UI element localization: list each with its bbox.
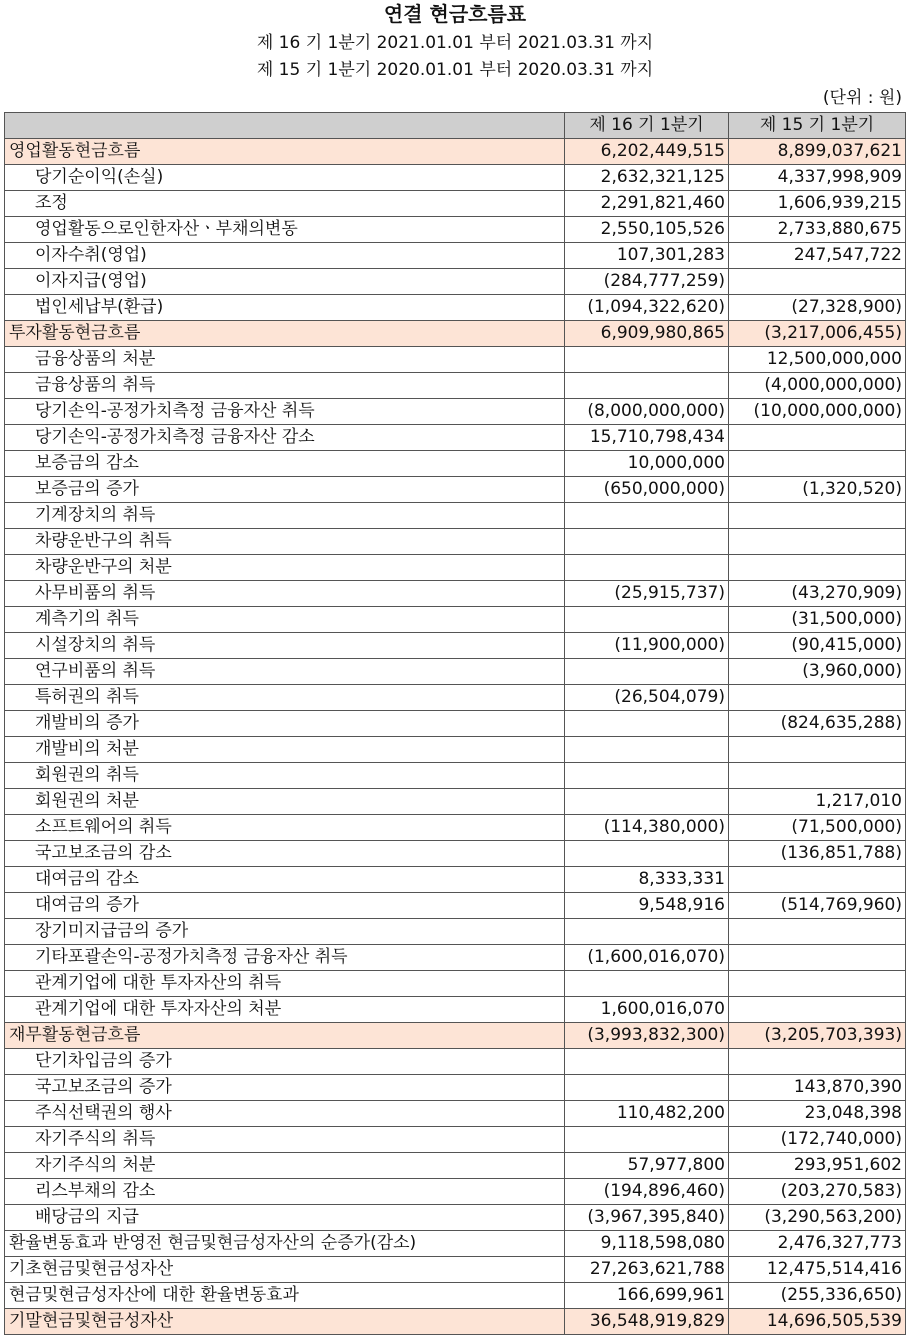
row-current-value (565, 841, 729, 867)
row-prior-value: 1,606,939,215 (729, 191, 906, 217)
table-row (5, 555, 906, 581)
row-label: 단기차입금의 증가 (5, 1049, 565, 1075)
row-label: 리스부채의 감소 (5, 1179, 565, 1205)
row-current-value: (3,967,395,840) (565, 1205, 729, 1231)
table-row (5, 1101, 906, 1127)
row-current-value (565, 659, 729, 685)
row-label: 기초현금및현금성자산 (5, 1257, 565, 1283)
row-label: 보증금의 증가 (5, 477, 565, 503)
statement-title: 연결 현금흐름표 (383, 2, 527, 26)
table-row (5, 451, 906, 477)
row-label: 소프트웨어의 취득 (5, 815, 565, 841)
row-current-value: 107,301,283 (565, 243, 729, 269)
row-prior-value: 247,547,722 (729, 243, 906, 269)
row-prior-value: (3,290,563,200) (729, 1205, 906, 1231)
table-row (5, 477, 906, 503)
table-row (5, 1179, 906, 1205)
row-prior-value: (514,769,960) (729, 893, 906, 919)
table-row (5, 607, 906, 633)
row-prior-value: 1,217,010 (729, 789, 906, 815)
row-label: 환율변동효과 반영전 현금및현금성자산의 순증가(감소) (5, 1231, 565, 1257)
row-current-value (565, 1049, 729, 1075)
row-prior-value (729, 425, 906, 451)
row-label: 시설장치의 취득 (5, 633, 565, 659)
row-label: 사무비품의 취득 (5, 581, 565, 607)
row-prior-value: 12,500,000,000 (729, 347, 906, 373)
row-label: 회원권의 취득 (5, 763, 565, 789)
row-label: 당기손익-공정가치측정 금융자산 감소 (5, 425, 565, 451)
row-current-value: 2,291,821,460 (565, 191, 729, 217)
row-prior-value (729, 555, 906, 581)
row-prior-value: (136,851,788) (729, 841, 906, 867)
table-row (5, 1309, 906, 1335)
table-row (5, 919, 906, 945)
table-row (5, 503, 906, 529)
table-row (5, 425, 906, 451)
table-row (5, 269, 906, 295)
header-label (5, 113, 565, 139)
row-label: 이자지급(영업) (5, 269, 565, 295)
table-row (5, 139, 906, 165)
row-prior-value: 12,475,514,416 (729, 1257, 906, 1283)
row-label: 관계기업에 대한 투자자산의 취득 (5, 971, 565, 997)
row-current-value (565, 347, 729, 373)
row-current-value: (194,896,460) (565, 1179, 729, 1205)
table-row (5, 997, 906, 1023)
row-label: 차량운반구의 취득 (5, 529, 565, 555)
unit-label: (단위 : 원) (822, 88, 902, 108)
row-prior-value (729, 763, 906, 789)
row-current-value: (114,380,000) (565, 815, 729, 841)
row-current-value (565, 763, 729, 789)
row-prior-value (729, 1049, 906, 1075)
row-current-value (565, 607, 729, 633)
row-current-value (565, 711, 729, 737)
row-prior-value: (203,270,583) (729, 1179, 906, 1205)
row-prior-value: (90,415,000) (729, 633, 906, 659)
row-prior-value: (3,217,006,455) (729, 321, 906, 347)
row-current-value (565, 1075, 729, 1101)
row-current-value (565, 1127, 729, 1153)
table-row (5, 1231, 906, 1257)
table-row (5, 841, 906, 867)
row-label: 보증금의 감소 (5, 451, 565, 477)
row-prior-value: 23,048,398 (729, 1101, 906, 1127)
row-current-value (565, 373, 729, 399)
row-prior-value (729, 867, 906, 893)
row-label: 자기주식의 취득 (5, 1127, 565, 1153)
row-label: 대여금의 증가 (5, 893, 565, 919)
table-row (5, 1205, 906, 1231)
row-current-value: 1,600,016,070 (565, 997, 729, 1023)
row-current-value: (650,000,000) (565, 477, 729, 503)
row-prior-value: (824,635,288) (729, 711, 906, 737)
table-body (5, 139, 906, 1335)
row-prior-value: (27,328,900) (729, 295, 906, 321)
table-row (5, 217, 906, 243)
row-prior-value: (71,500,000) (729, 815, 906, 841)
row-prior-value (729, 737, 906, 763)
row-prior-value: 2,733,880,675 (729, 217, 906, 243)
table-row (5, 165, 906, 191)
row-current-value: 27,263,621,788 (565, 1257, 729, 1283)
row-current-value (565, 555, 729, 581)
table-row (5, 347, 906, 373)
table-row (5, 321, 906, 347)
row-current-value: (1,094,322,620) (565, 295, 729, 321)
row-label: 당기순이익(손실) (5, 165, 565, 191)
row-current-value (565, 919, 729, 945)
row-label: 국고보조금의 증가 (5, 1075, 565, 1101)
period-current: 제 16 기 1분기 2021.01.01 부터 2021.03.31 까지 (256, 33, 654, 53)
row-label: 계측기의 취득 (5, 607, 565, 633)
table-row (5, 191, 906, 217)
row-current-value: 110,482,200 (565, 1101, 729, 1127)
row-current-value: 57,977,800 (565, 1153, 729, 1179)
header-current-period: 제 16 기 1분기 (565, 113, 729, 139)
row-label: 기계장치의 취득 (5, 503, 565, 529)
row-prior-value (729, 945, 906, 971)
row-current-value (565, 789, 729, 815)
table-row (5, 893, 906, 919)
row-current-value: 9,548,916 (565, 893, 729, 919)
row-prior-value: (1,320,520) (729, 477, 906, 503)
row-label: 조정 (5, 191, 565, 217)
table-row (5, 1153, 906, 1179)
row-label: 당기손익-공정가치측정 금융자산 취득 (5, 399, 565, 425)
row-label: 관계기업에 대한 투자자산의 처분 (5, 997, 565, 1023)
table-row (5, 295, 906, 321)
row-label: 이자수취(영업) (5, 243, 565, 269)
row-label: 장기미지급금의 증가 (5, 919, 565, 945)
row-prior-value: 2,476,327,773 (729, 1231, 906, 1257)
row-prior-value: 143,870,390 (729, 1075, 906, 1101)
table-row (5, 815, 906, 841)
row-current-value: (26,504,079) (565, 685, 729, 711)
table-row (5, 789, 906, 815)
table-row (5, 529, 906, 555)
table-row (5, 1127, 906, 1153)
row-current-value: (3,993,832,300) (565, 1023, 729, 1049)
row-prior-value (729, 269, 906, 295)
row-current-value: (1,600,016,070) (565, 945, 729, 971)
row-current-value (565, 529, 729, 555)
row-label: 기말현금및현금성자산 (5, 1309, 565, 1335)
row-current-value: 6,909,980,865 (565, 321, 729, 347)
table-row (5, 1023, 906, 1049)
table-row (5, 711, 906, 737)
row-current-value: (8,000,000,000) (565, 399, 729, 425)
table-row (5, 1257, 906, 1283)
row-prior-value: 4,337,998,909 (729, 165, 906, 191)
row-prior-value: (10,000,000,000) (729, 399, 906, 425)
row-prior-value: (31,500,000) (729, 607, 906, 633)
table-row (5, 581, 906, 607)
row-label: 금융상품의 처분 (5, 347, 565, 373)
table-row (5, 373, 906, 399)
table-header-row (5, 113, 906, 139)
row-label: 배당금의 지급 (5, 1205, 565, 1231)
row-label: 대여금의 감소 (5, 867, 565, 893)
header-prior-period: 제 15 기 1분기 (729, 113, 906, 139)
row-current-value: (284,777,259) (565, 269, 729, 295)
row-current-value: 2,550,105,526 (565, 217, 729, 243)
row-current-value: 2,632,321,125 (565, 165, 729, 191)
table-row (5, 1283, 906, 1309)
row-prior-value: (43,270,909) (729, 581, 906, 607)
row-label: 법인세납부(환급) (5, 295, 565, 321)
row-prior-value: (3,960,000) (729, 659, 906, 685)
row-current-value (565, 971, 729, 997)
row-prior-value: 293,951,602 (729, 1153, 906, 1179)
table-row (5, 1049, 906, 1075)
row-label: 회원권의 처분 (5, 789, 565, 815)
row-current-value: 36,548,919,829 (565, 1309, 729, 1335)
table-row (5, 633, 906, 659)
row-prior-value (729, 529, 906, 555)
row-current-value: 8,333,331 (565, 867, 729, 893)
row-label: 영업활동현금흐름 (5, 139, 565, 165)
row-label: 자기주식의 처분 (5, 1153, 565, 1179)
table-row (5, 399, 906, 425)
table-row (5, 737, 906, 763)
row-label: 차량운반구의 처분 (5, 555, 565, 581)
table-row (5, 659, 906, 685)
row-current-value: (11,900,000) (565, 633, 729, 659)
row-current-value: 9,118,598,080 (565, 1231, 729, 1257)
table-row (5, 867, 906, 893)
cash-flow-table (4, 112, 906, 1335)
row-current-value: 15,710,798,434 (565, 425, 729, 451)
table-row (5, 685, 906, 711)
row-current-value: (25,915,737) (565, 581, 729, 607)
row-label: 주식선택권의 행사 (5, 1101, 565, 1127)
row-prior-value (729, 997, 906, 1023)
row-label: 재무활동현금흐름 (5, 1023, 565, 1049)
row-label: 개발비의 처분 (5, 737, 565, 763)
row-current-value (565, 737, 729, 763)
row-prior-value (729, 919, 906, 945)
table-row (5, 1075, 906, 1101)
row-label: 기타포괄손익-공정가치측정 금융자산 취득 (5, 945, 565, 971)
row-label: 금융상품의 취득 (5, 373, 565, 399)
row-label: 현금및현금성자산에 대한 환율변동효과 (5, 1283, 565, 1309)
table-row (5, 971, 906, 997)
table-row (5, 243, 906, 269)
table-row (5, 763, 906, 789)
row-prior-value: (255,336,650) (729, 1283, 906, 1309)
row-prior-value (729, 685, 906, 711)
row-prior-value: 14,696,505,539 (729, 1309, 906, 1335)
row-label: 연구비품의 취득 (5, 659, 565, 685)
period-prior: 제 15 기 1분기 2020.01.01 부터 2020.03.31 까지 (256, 60, 654, 80)
row-label: 개발비의 증가 (5, 711, 565, 737)
row-label: 투자활동현금흐름 (5, 321, 565, 347)
row-label: 특허권의 취득 (5, 685, 565, 711)
row-current-value: 166,699,961 (565, 1283, 729, 1309)
row-prior-value: (4,000,000,000) (729, 373, 906, 399)
row-current-value: 6,202,449,515 (565, 139, 729, 165)
row-current-value: 10,000,000 (565, 451, 729, 477)
row-current-value (565, 503, 729, 529)
row-prior-value: (172,740,000) (729, 1127, 906, 1153)
row-prior-value: 8,899,037,621 (729, 139, 906, 165)
row-label: 국고보조금의 감소 (5, 841, 565, 867)
row-prior-value (729, 971, 906, 997)
row-prior-value (729, 451, 906, 477)
row-prior-value (729, 503, 906, 529)
row-prior-value: (3,205,703,393) (729, 1023, 906, 1049)
table-row (5, 945, 906, 971)
row-label: 영업활동으로인한자산ㆍ부채의변동 (5, 217, 565, 243)
